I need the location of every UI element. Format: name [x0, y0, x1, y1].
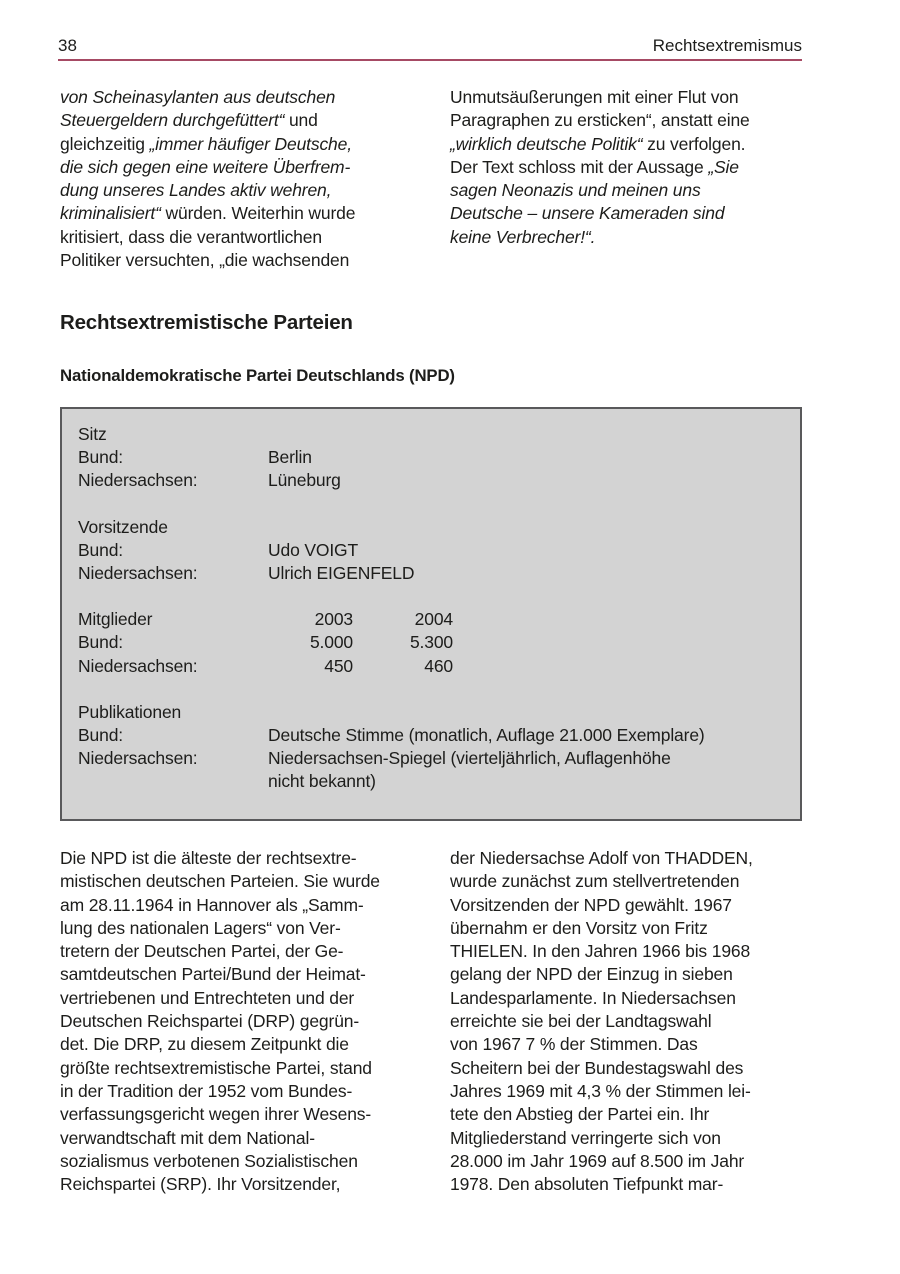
text-line: det. Die DRP, zu diesem Zeitpunkt die [60, 1034, 349, 1055]
infobox-row-value: Berlin [268, 447, 312, 468]
text-line [60, 156, 448, 179]
infobox-section-title: Sitz [78, 424, 107, 444]
infobox-row [78, 631, 784, 654]
text-line: Jahres 1969 mit 4,3 % der Stimmen lei- [450, 1080, 751, 1101]
infobox-number-cell: 460 [424, 655, 453, 676]
text-line: Scheitern bei der Bundestagswahl des [450, 1057, 744, 1078]
italic-run: Steuergeldern durchgefüttert“ [60, 110, 285, 131]
text-line: wurde zunächst zum stellvertretenden [450, 871, 740, 892]
year-column-header: 2003 [314, 609, 353, 630]
text-line: der Niedersachse Adolf von THADDEN, [450, 848, 753, 868]
italic-run: „immer häufiger Deutsche, [149, 133, 352, 154]
infobox-row-value: Ulrich EIGENFELD [268, 563, 415, 584]
italic-run: Deutsche – unsere Kameraden sind [450, 203, 725, 224]
infobox-section [78, 701, 784, 794]
text-line: Unmutsäußerungen mit einer Flut von [450, 87, 739, 107]
intro-right-column [450, 86, 804, 249]
infobox-section [78, 516, 784, 586]
infobox-row-label: Bund: [78, 725, 123, 746]
infobox-row-value: Lüneburg [268, 470, 341, 491]
infobox-row-value: Udo VOIGT [268, 539, 359, 560]
text-line: tretern der Deutschen Partei, der Ge- [60, 941, 344, 962]
text-line: Deutschen Reichspartei (DRP) gegrün- [60, 1011, 360, 1032]
text-line [60, 202, 448, 225]
text-line: Politiker versuchten, „die wachsenden [60, 250, 350, 271]
running-title: Rechtsextremismus [652, 36, 802, 55]
section-heading: Rechtsextremistische Parteien [60, 311, 353, 334]
infobox-title-row [78, 701, 784, 724]
page-header [58, 36, 802, 56]
text-line: gelang der NPD der Einzug in sieben [450, 964, 733, 985]
infobox-row-label: Niedersachsen: [78, 748, 198, 769]
infobox-title-row [78, 423, 784, 446]
text-line: sozialismus verbotenen Sozialistischen [60, 1150, 358, 1171]
italic-run: „wirklich deutsche Politik“ [450, 133, 643, 154]
italic-run: von Scheinasylanten aus deutschen [60, 87, 336, 107]
year-column-header: 2004 [414, 609, 453, 630]
intro-left-column [60, 86, 448, 272]
infobox-section-title: Vorsitzende [78, 516, 168, 537]
infobox-row [78, 655, 784, 678]
header-rule [58, 59, 802, 61]
infobox-row-label: Niedersachsen: [78, 655, 198, 676]
infobox-section [78, 423, 784, 493]
infobox-row [78, 446, 784, 469]
infobox-row-label: Bund: [78, 632, 123, 653]
text-line [60, 179, 448, 202]
infobox-row [78, 539, 784, 562]
text-run: Der Text schloss mit der Aussage [450, 156, 709, 177]
page-number: 38 [58, 36, 77, 55]
infobox-section [78, 608, 784, 678]
infobox-row [78, 469, 784, 492]
text-line: tete den Abstieg der Partei ein. Ihr [450, 1104, 710, 1125]
text-line: Niedersachsen-Spiegel (vierteljährlich, Auflagenhöhe [268, 748, 671, 769]
text-line: nicht bekannt) [268, 771, 376, 792]
text-line: Vorsitzenden der NPD gewählt. 1967 [450, 894, 732, 915]
text-line: am 28.11.1964 in Hannover als „Samm- [60, 894, 364, 915]
text-line: Die NPD ist die älteste der rechtsextre- [60, 848, 357, 868]
infobox-title-row [78, 608, 784, 631]
text-line: übernahm er den Vorsitz von Fritz [450, 917, 708, 938]
text-line: von 1967 7 % der Stimmen. Das [450, 1034, 698, 1055]
text-run: zu verfolgen. [642, 133, 746, 154]
text-line: Landesparlamente. In Niedersachsen [450, 987, 736, 1008]
infobox-row [78, 562, 784, 585]
italic-run: sagen Neonazis und meinen uns [450, 180, 701, 201]
text-run: gleichzeitig [60, 133, 150, 154]
text-line: verfassungsgericht wegen ihrer Wesens- [60, 1104, 372, 1125]
text-line [60, 109, 448, 132]
italic-run: „Sie [708, 156, 739, 177]
text-line: Deutsche Stimme (monatlich, Auflage 21.000 Exemplare) [268, 725, 705, 746]
infobox-number-cell: 450 [324, 655, 353, 676]
text-line: THIELEN. In den Jahren 1966 bis 1968 [450, 941, 751, 962]
text-line: Paragraphen zu ersticken“, anstatt eine [450, 110, 750, 131]
italic-run: keine Verbrecher!“. [450, 226, 596, 247]
text-line: in der Tradition der 1952 vom Bundes- [60, 1080, 353, 1101]
text-line: größte rechtsextremistische Partei, stand [60, 1057, 372, 1078]
text-line [450, 226, 804, 249]
text-line: kritisiert, dass die verantwortlichen [60, 226, 322, 247]
italic-run: kriminalisiert“ [60, 203, 161, 224]
infobox-row-value [268, 747, 671, 793]
text-line: Mitgliederstand verringerte sich von [450, 1127, 721, 1148]
text-line [450, 202, 804, 225]
text-line [450, 179, 804, 202]
party-infobox [60, 407, 802, 821]
body-right-column [450, 847, 804, 1196]
subsection-heading: Nationaldemokratische Partei Deutschlands (NPD) [60, 366, 455, 385]
text-line [450, 133, 804, 156]
text-line: 28.000 im Jahr 1969 auf 8.500 im Jahr [450, 1150, 745, 1171]
infobox-row-label: Bund: [78, 447, 123, 468]
text-run: würden. Weiterhin wurde [160, 203, 356, 224]
infobox-number-cell: 5.000 [309, 632, 353, 653]
italic-run: dung unseres Landes aktiv wehren, [60, 180, 332, 201]
text-line [60, 133, 448, 156]
infobox-number-cell: 5.300 [409, 632, 453, 653]
infobox-row-label: Bund: [78, 539, 123, 560]
infobox-row-label: Niedersachsen: [78, 470, 198, 491]
text-line: erreichte sie bei der Landtagswahl [450, 1011, 712, 1032]
text-line [60, 86, 448, 109]
text-line [450, 156, 804, 179]
infobox-section-title: Mitglieder [78, 609, 153, 630]
text-line: samtdeutschen Partei/Bund der Heimat- [60, 964, 366, 985]
text-line: verwandtschaft mit dem National- [60, 1127, 315, 1148]
infobox-row [78, 724, 784, 747]
text-line: Reichspartei (SRP). Ihr Vorsitzender, [60, 1174, 341, 1195]
infobox-row [78, 747, 784, 793]
infobox-section-title: Publikationen [78, 701, 182, 722]
text-line: lung des nationalen Lagers“ von Ver- [60, 917, 341, 938]
infobox-row-label: Niedersachsen: [78, 563, 198, 584]
text-run: und [284, 110, 318, 131]
text-line: 1978. Den absoluten Tiefpunkt mar- [450, 1174, 724, 1195]
infobox-row-value [268, 724, 705, 747]
italic-run: die sich gegen eine weitere Überfrem- [60, 156, 351, 177]
infobox-title-row [78, 516, 784, 539]
body-left-column [60, 847, 448, 1196]
text-line: mistischen deutschen Parteien. Sie wurde [60, 871, 380, 892]
text-line: vertriebenen und Entrechteten und der [60, 987, 355, 1008]
